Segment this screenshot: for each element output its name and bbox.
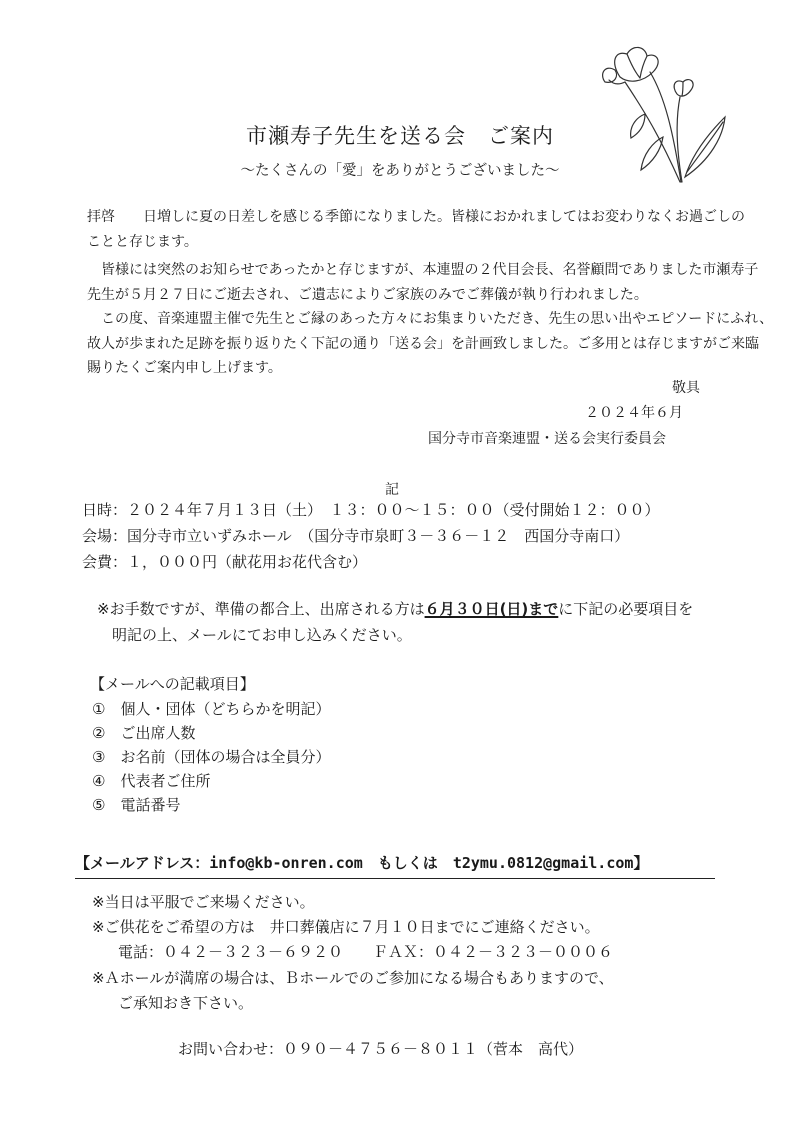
greeting-line: 拝啓 日増しに夏の日差しを感じる季節になりました。皆様におかれましてはお変わりなくお過ごしの bbox=[87, 209, 745, 225]
sender-name: 国分寺市音楽連盟・送る会実行委員会 bbox=[428, 431, 666, 447]
email-addresses bbox=[75, 848, 715, 879]
deadline-text: ６月３０日(日)まで bbox=[424, 600, 559, 618]
note-line: ※Ａホールが満席の場合は、Ｂホールでのご参加になる場合もありますので、 bbox=[92, 969, 614, 987]
items-header: 【メールへの記載項目】 bbox=[90, 675, 255, 693]
list-item: ① 個人・団体（どちらかを明記） bbox=[92, 700, 331, 718]
event-venue: 会場：国分寺市立いずみホール （国分寺市泉町３－３６－１２ 西国分寺南口） bbox=[82, 527, 630, 545]
list-item: ⑤ 電話番号 bbox=[92, 796, 181, 814]
note-line: ※ご供花をご希望の方は 井口葬儀店に７月１０日までにご連絡ください。 bbox=[92, 918, 600, 936]
mail-or: もしくは bbox=[362, 854, 453, 872]
list-item: ③ お名前（団体の場合は全員分） bbox=[92, 748, 331, 766]
notice-text: ※お手数ですが、準備の都合上、出席される方は bbox=[97, 600, 425, 618]
event-fee: 会費：１，０００円（献花用お花代含む） bbox=[82, 553, 368, 571]
greeting-line: 先生が５月２７日にご逝去され、ご遺志によりご家族のみでご葬儀が執り行われました。 bbox=[87, 287, 648, 303]
ki-heading: 記 bbox=[385, 482, 399, 498]
note-line: ※当日は平服でご来場ください。 bbox=[92, 893, 315, 911]
phone-fax-line: 電話：０４２－３２３－６９２０ ＦＡＸ：０４２－３２３－０００６ bbox=[118, 943, 614, 961]
page-title: 市瀬寿子先生を送る会 ご案内 bbox=[246, 124, 554, 148]
mail-prefix: 【メールアドレス： bbox=[75, 854, 210, 872]
letter-date: ２０２４年６月 bbox=[585, 405, 683, 421]
notice-line bbox=[97, 597, 693, 621]
closing-text: 敬具 bbox=[672, 380, 700, 396]
note-line: ご承知おき下さい。 bbox=[118, 994, 254, 1012]
list-item: ② ご出席人数 bbox=[92, 724, 196, 742]
notice-text: に下記の必要項目を bbox=[558, 600, 694, 618]
notice-line: 明記の上、メールにてお申し込みください。 bbox=[112, 626, 412, 644]
greeting-line: この度、音楽連盟主催で先生とご縁のあった方々にお集まりいただき、先生の思い出やエピソードにふれ、 bbox=[101, 311, 774, 327]
page-subtitle: ～たくさんの「愛」をありがとうございました～ bbox=[240, 163, 560, 179]
contact-info: お問い合わせ：０９０－４７５６－８０１１（菅本 高代） bbox=[178, 1040, 584, 1058]
email-link-2[interactable]: t2ymu.0812@gmail.com bbox=[452, 854, 634, 872]
mail-suffix: 】 bbox=[633, 854, 649, 872]
greeting-line: 故人が歩まれた足跡を振り返りたく下記の通り「送る会」を計画致しました。ご多用とは存じますがご来臨 bbox=[87, 336, 759, 352]
list-item: ④ 代表者ご住所 bbox=[92, 772, 211, 790]
event-datetime: 日時：２０２４年７月１３日（土） １３：００～１５：００（受付開始１２：００） bbox=[82, 501, 660, 519]
greeting-line: ことと存じます。 bbox=[87, 234, 198, 250]
greeting-line: 賜りたくご案内申し上げます。 bbox=[87, 360, 282, 376]
greeting-line: 皆様には突然のお知らせであったかと存じますが、本連盟の２代目会長、名誉顧問でありました市瀬寿子 bbox=[101, 262, 759, 278]
email-link-1[interactable]: info@kb-onren.com bbox=[209, 854, 363, 872]
